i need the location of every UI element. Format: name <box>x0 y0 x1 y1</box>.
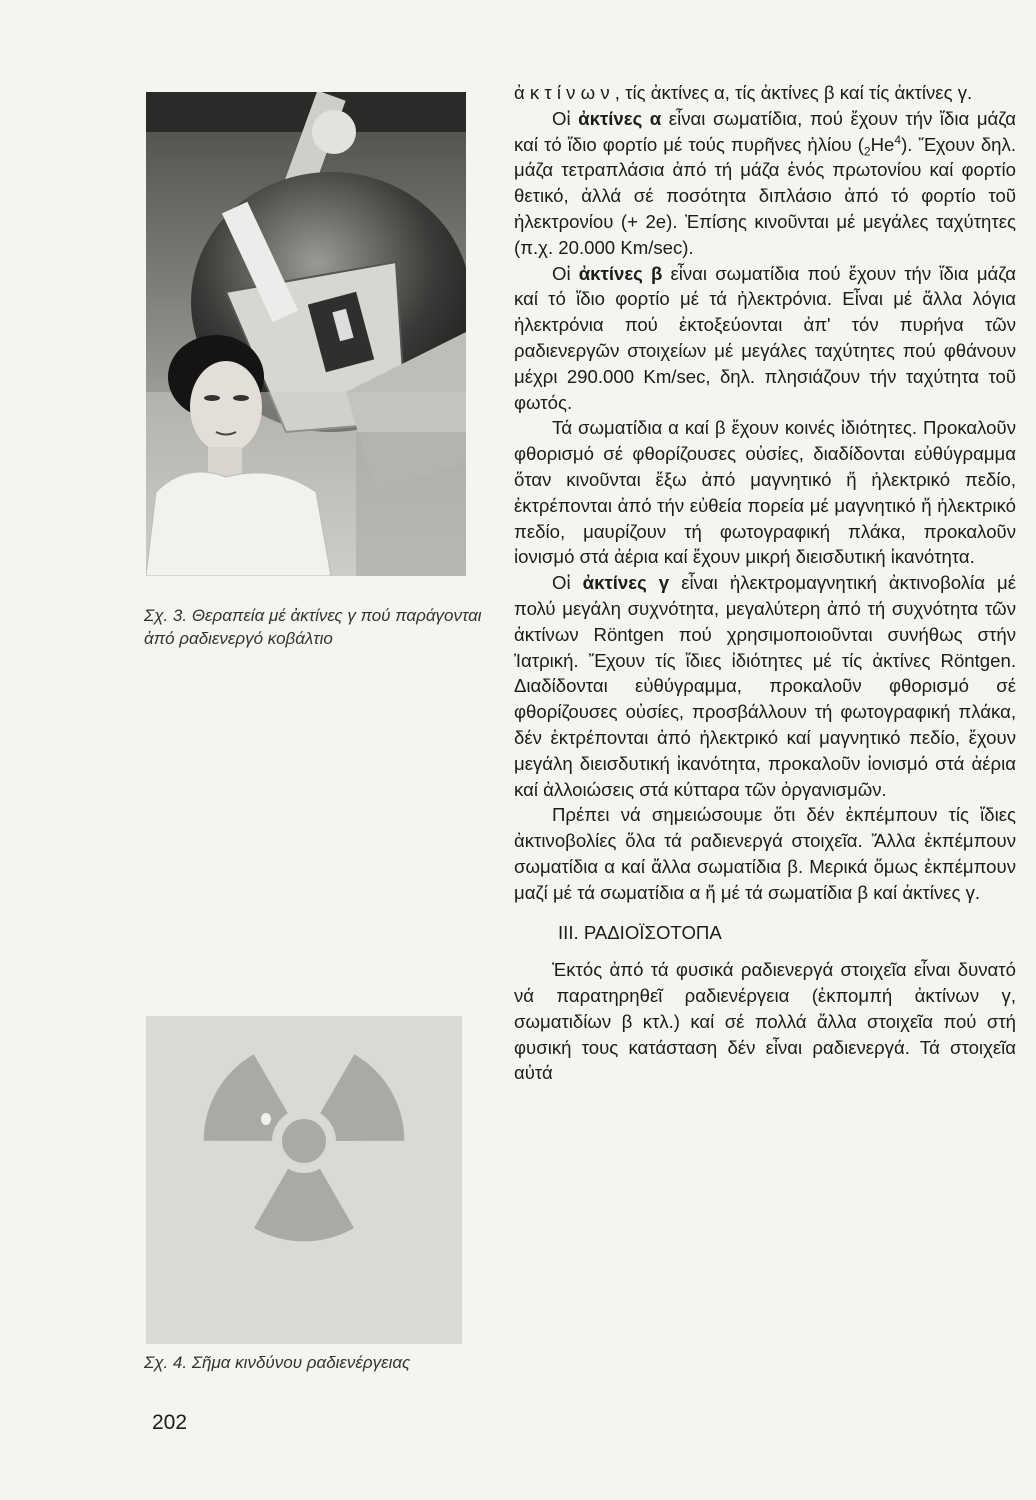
paragraph-common-properties: Τά σωματίδια α καί β ἔχουν κοινές ἰδιότητες. Προκαλοῦν φθορισμό σέ φθορίζουσες οὐσίες, διαδίδονται εὐθύγραμμα ὅταν κινοῦνται ἔξω ἀπό μαγνητικό ἤ ἠλεκτρικό πεδίο, ἐκτρέπονται ἀπό τήν εὐθεία πορεία μέ μαγνητικό ἤ ἠλεκτρικό πεδίο, μαυρίζουν τή φωτογραφική πλάκα, προκαλοῦν ἰονισμό στά ἀέρια καί ἔχουν μικρή διεισδυτική ἱκανότητα. <box>514 417 1016 568</box>
term-gamma-rays: ἀκτίνες γ <box>582 572 670 594</box>
trefoil-center <box>282 1119 326 1163</box>
section-heading-radioisotopes: III. ΡΑΔΙΟΪΣΟΤΟΠΑ <box>558 921 722 943</box>
page-number: 202 <box>152 1411 188 1434</box>
paragraph-rays-list: ἀ κ τ ί ν ω ν , τίς ἀκτίνες α, τίς ἀκτίνες β καί τίς ἀκτίνες γ. <box>514 82 973 103</box>
term-alpha-rays: ἀκτίνες α <box>578 107 662 129</box>
paragraph-emission-note: Πρέπει νά σημειώσουμε ὅτι δέν ἐκπέμπουν τίς ἴδιες ἀκτινοβολίες ὅλα τά ραδιενεργά στοιχεῖα. Ἄλλα ἐκπέμπουν σωματίδια α καί ἄλλα σωματίδια β. Μερικά ὅμως ἐκπέμπουν μαζί μέ τά σωματίδια α ἤ μέ τά σωματίδια β καί ἀκτίνες γ. <box>514 804 1016 903</box>
figure-3-caption: Σχ. 3. Θεραπεία μέ ἀκτίνες γ πού παράγονται ἀπό ραδιενεργό κοβάλτιο <box>144 606 482 648</box>
figure-4-caption: Σχ. 4. Σῆμα κινδύνου ραδιενέργειας <box>144 1353 411 1372</box>
paragraph-alpha-rays: Οἱ ἀκτίνες α εἶναι σωματίδια, πού ἔχουν τήν ἴδια μάζα καί τό ἴδιο φορτίο μέ τούς πυρῆνες ἡλίου $(_2He^4)$. Ἔχουν δηλ. μάζα τετραπλάσια ἀπό τή μάζα ἑνός πρωτονίου καί φορτίο θετικό, ἀλλά σέ ποσότητα διπλάσιο ἀπό τό φορτίο τοῦ ἠλεκτρονίου (+ 2e). Ἐπίσης κινοῦνται μέ μεγάλες ταχύτητες (π.χ. 20.000 Km/sec). <box>514 107 1017 258</box>
arm-joint <box>312 110 356 154</box>
face <box>190 361 262 453</box>
body-text-column <box>514 80 1016 1086</box>
cobalt-therapy-illustration <box>146 92 466 576</box>
white-blouse <box>146 472 331 576</box>
figure-4-radiation-symbol <box>146 1016 462 1344</box>
radiation-trefoil-icon <box>146 1016 462 1344</box>
figure-3-photo <box>146 92 466 576</box>
term-beta-rays: ἀκτίνες β <box>578 262 663 284</box>
paragraph-gamma-rays: Οἱ ἀκτίνες γ εἶναι ἠλεκτρομαγνητική ἀκτινοβολία μέ πολύ μεγάλη συχνότητα, μεγαλύτερη ἀπό τή συχνότητα τῶν ἀκτίνων Röntgen πού χρησιμοποιοῦνται συνήθως στήν Ἰατρική. Ἔχουν τίς ἴδιες ἰδιότητες μέ τίς ἀκτίνες Röntgen. Διαδίδονται εὐθύγραμμα, προκαλοῦν φθορισμό σέ φθορίζουσες οὐσίες, προσβάλλουν τή φωτογραφική πλάκα, δέν ἐκτρέπονται ἀπό ἠλεκτρικό καί μαγνητικό πεδίο, ἔχουν μεγάλη διεισδυτική ἱκανότητα, προκαλοῦν ἰονισμό στά ἀέρια καί ἀλλοιώσεις στά κύτταρα τῶν ὀργανισμῶν. <box>514 572 1016 800</box>
paragraph-beta-rays: Οἱ ἀκτίνες β εἶναι σωματίδια πού ἔχουν τήν ἴδια μάζα καί τό ἴδιο φορτίο μέ τά ἠλεκτρόνια. Εἶναι μέ ἄλλα λόγια ἠλεκτρόνια πού ἐκτοξεύονται ἀπ' τόν πυρήνα τῶν ραδιενεργῶν στοιχείων μέ μεγάλες ταχύτητες πού φθάνουν μέχρι 290.000 Km/sec, δηλ. πλησιάζουν τήν ταχύτητα τοῦ φωτός. <box>514 262 1016 413</box>
paragraph-radioisotopes: Ἐκτός ἀπό τά φυσικά ραδιενεργά στοιχεῖα εἶναι δυνατό νά παρατηρηθεῖ ραδιενέργεια (ἐκπομπή ἀκτίνων γ, σωματιδίων β κτλ.) καί σέ πολλά ἄλλα στοιχεῖα πού στή φυσική τους κατάσταση δέν εἶναι ραδιενεργά. Τά στοιχεῖα αὐτά <box>514 959 1016 1084</box>
